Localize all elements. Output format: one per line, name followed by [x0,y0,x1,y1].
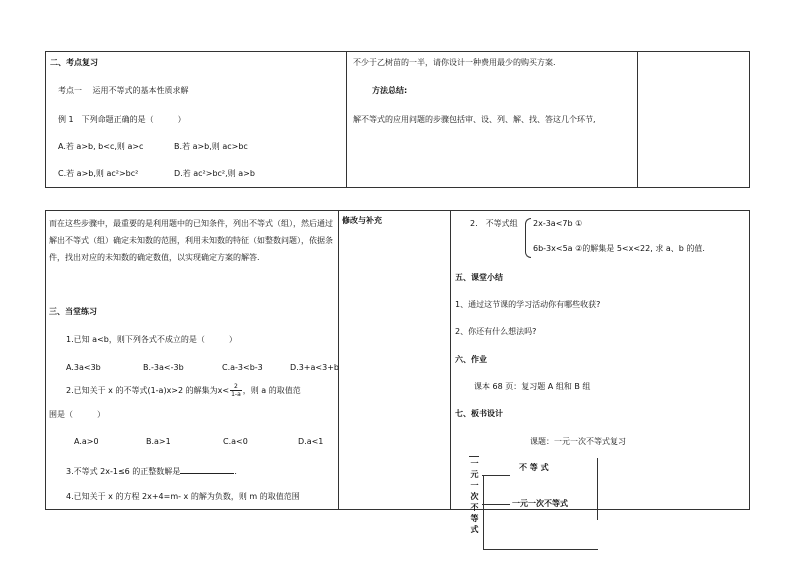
q1-option-d: D.3+a<3+b [290,363,339,372]
section2-title: 二、考点复习 [50,58,98,67]
bottom-divider-1 [338,210,339,510]
question2 [66,383,301,398]
option-a: A.若 a>b, b<c,则 a>c [58,142,144,151]
section6-title: 六、作业 [455,355,487,364]
q2-fraction [230,383,242,398]
inequality-brace [525,218,531,258]
q1-option-a: A.3a<3b [66,363,101,372]
section5-title: 五、课堂小结 [455,273,503,282]
method-body: 解不等式的应用问题的步骤包括审、设、列、解、找、答这几个环节, [353,115,596,124]
q3-text-post: . [234,467,237,476]
board-branch-line [483,475,484,550]
inequality-1: 2x-3a<7b ① [533,219,583,228]
top-right-line1: 不少于乙树苗的一半，请你设计一种费用最少的购买方案. [353,58,556,67]
option-d: D.若 ac²>bc²,则 a>b [174,169,255,178]
q2-text-post: ，则 a 的取值范 [242,386,301,395]
board-connector-1 [482,475,510,476]
board-vertical-label: 一元一次不等式 [470,459,479,534]
q3-text-pre: 3.不等式 2x-1≤6 的正整数解是 [66,467,181,476]
board-connector-2 [482,504,510,505]
question2-line2: 围是（ ） [49,410,105,419]
board-item-1: 不 等 式 [519,463,549,472]
board-vertical-underline [469,456,479,457]
top-divider-1 [346,51,347,188]
bottom-divider-2 [450,210,451,510]
board-item-2: 一元一次不等式 [512,499,568,508]
method-title: 方法总结: [372,86,408,95]
option-b: B.若 a>b,则 ac>bc [174,142,248,151]
question4: 4.已知关于 x 的方程 2x+4=m- x 的解为负数，则 m 的取值范围 [66,492,300,501]
board-title: 课题：一元一次不等式复习 [530,437,626,446]
option-c: C.若 a>b,则 ac²>bc² [58,169,139,178]
steps-paragraph: 而在这些步骤中，最重要的是利用题中的已知条件，列出不等式（组），然后通过解出不等式（组）确定未知数的范围，利用未知数的特征（如整数问题），依据条件，找出对应的未知数的确定数值，以实现确定方案的解答. [49,219,333,262]
board-bottom-line [483,549,598,550]
inequality-2: 6b-3x<5a ②的解集是 5<x<22, 求 a、b 的值. [533,244,705,253]
question3 [66,465,237,476]
q2-option-b: B.a>1 [146,437,171,446]
q1-option-c: C.a-3<b-3 [222,363,263,372]
q1-option-b: B.-3a<-3b [143,363,184,372]
q2-option-c: C.a<0 [223,437,248,446]
top-divider-2 [637,51,638,188]
q2-frac-den: 1-a [231,391,241,398]
example1: 例 1 下列命题正确的是（ ） [58,115,186,124]
question1: 1.已知 a<b，则下列各式不成立的是（ ） [66,335,237,344]
q3-answer-blank[interactable] [180,465,234,474]
board-right-line [597,458,598,520]
q2-frac-num: 2 [230,383,242,391]
q2-option-a: A.a>0 [74,437,99,446]
homework-text: 课本 68 页：复习题 A 组和 B 组 [474,382,591,391]
summary-1: 1、通过这节课的学习活动你有哪些收获? [455,300,601,309]
q2-text-pre: 2.已知关于 x 的不等式(1-a)x>2 的解集为x< [66,386,230,395]
revision-column-title: 修改与补充 [342,216,382,225]
point1-heading: 考点一 运用不等式的基本性质求解 [58,86,189,95]
section3-title: 三、当堂练习 [49,307,97,316]
q2-option-d: D.a<1 [298,437,324,446]
right-q2-number: 2. 不等式组 [470,219,518,228]
summary-2: 2、你还有什么想法吗? [455,327,537,336]
section7-title: 七、板书设计 [455,409,503,418]
